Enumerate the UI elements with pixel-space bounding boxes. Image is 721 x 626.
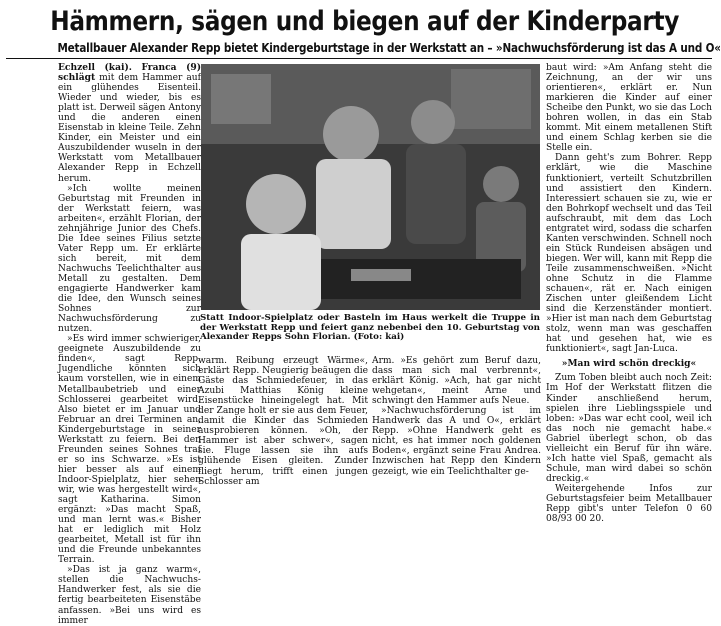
article-column-2 bbox=[198, 356, 368, 495]
column1-paragraph-3: »Das ist ja ganz warm«, stellen die Nachwuchs-Handwerker fest, als sie die fertig bearbeiteten Eisenstäbe anfassen. »Bei uns wird es immer bbox=[58, 565, 201, 626]
workshop-photo-illustration bbox=[201, 64, 540, 310]
column1-paragraph-2: »Es wird immer schwieriger, geeignete Auszubildende zu finden«, sagt Repp. Jugendliche könnten sich kaum vorstellen, wie in einem Metallbaubetrieb und einer Schlosserei gearbeitet wird. Also bietet er im Januar und Februar an drei Terminen an, Kindergeburtstage in seiner Werkstatt zu feiern. Bei den Freunden seines Sohnes traf er so ins Schwarze. »Es ist hier besser als auf einem Indoor-Spielplatz, hier sehen wir, wie was hergestellt wird«, sagt Katharina. Simon ergänzt: »Das macht Spaß, und man lernt was.« Bisher hat er lediglich mit Holz gearbeitet, Metall ist für ihn und die Freunde unbekanntes Terrain. bbox=[58, 334, 201, 566]
column4-paragraph-2: Zum Toben bleibt auch noch Zeit: Im Hof der Werkstatt flitzen die Kinder anschließend herum, spielen ihre Lieblingsspiele und loben: »Das war echt cool, weil ich das noch nie gemacht habe.« Gabriel überlegt schon, ob das vielleicht ein Beruf für ihn wäre. »Ich hatte viel Spaß, gemacht als Schule, man wird dabei so schön dreckig.« bbox=[546, 373, 712, 484]
photo-caption: Statt Indoor-Spielplatz oder Basteln im Haus werkelt die Truppe in der Werkstatt Repp und feiert ganz nebenbei den 10. Geburtstag von Alexander Repps Sohn Florian. (Foto: kai) bbox=[200, 313, 540, 343]
column4-paragraph-1: Dann geht's zum Bohrer. Repp erklärt, wie die Maschine funktioniert, verteilt Schutzbrillen und assistiert den Kindern. Interessiert schauen sie zu, wie er den Bohrkopf wechselt und das Teil aufschraubt, mit dem das Loch entgratet wird, sodass die scharfen Kanten verschwinden. Schnell noch ein Stück Rundeisen absägen und biegen. Wer will, kann mit Repp die Teile zusammenschweißen. »Nicht ohne Schutz in die Flamme schauen«, rät er. Nach einigen Zischen unter gleißendem Licht sind die Kerzenständer montiert. »Hier ist man nach dem Geburtstag stolz, wenn man was geschaffen hat und gesehen hat, wie es funktioniert«, sagt Jan-Luca. bbox=[546, 153, 712, 355]
column1-paragraph-1: »Ich wollte meinen Geburtstag mit Freunden in der Werkstatt feiern, was arbeiten«, erzählt Florian, der zehnjährige Junior des Chefs. Die Idee seines Filius setzte Vater Repp um. Er erklärte sich bereit, mit dem Nachwuchs Teelichthalter aus Metall zu gestalten. Dem engagierte Handwerker kam die Idee, den Wunsch seines Sohnes zur Nachwuchsförderung zu nutzen. bbox=[58, 183, 201, 335]
dateline-intro: Echzell (kai). Franca (9) schlägt bbox=[58, 62, 201, 84]
column1-paragraph bbox=[58, 63, 201, 184]
column2-paragraph-0: warm. Reibung erzeugt Wärme«, erklärt Repp. Neugierig beäugen die Gäste das Schmiedefeuer, in das Azubi Matthias König kleine Eisenstücke hineingelegt hat. Mit der Zange holt er sie aus dem Feuer, damit die Kinder das Schmieden ausprobieren können. »Oh, der Hammer ist aber schwer«, sagen sie. Fluge lassen sie ihn aufs glühende Eisen gleiten. Zunder fliegt herum, trifft einen jungen Schlosser am bbox=[198, 356, 368, 487]
headline: Hämmern, sägen und biegen auf der Kinderparty bbox=[50, 6, 680, 37]
column1-paragraph-0: mit dem Hammer auf ein glühendes Eisenteil. Wieder und wieder, bis es platt ist. Derweil sägen Antony und die anderen einen Eisenstab in kleine Teile. Zehn Kinder, ein Meister und ein Auszubildender wuseln in der Werkstatt vom Metallbauer Alexander Repp in Echzell herum. bbox=[58, 73, 201, 184]
column3-paragraph-1: »Nachwuchsförderung ist im Handwerk das A und O«, erklärt Repp. »Ohne Handwerk geht es nicht, es hat immer noch goldenen Boden«, ergänzt seine Frau Andrea. Inzwischen hat Repp den Kindern gezeigt, wie ein Teelichthalter ge- bbox=[372, 406, 541, 477]
article-column-3 bbox=[372, 356, 541, 495]
header-rule bbox=[6, 58, 712, 59]
column4-paragraph-3: Weitergehende Infos zur Geburtstagsfeier beim Metallbauer Repp gibt's unter Telefon 0 60 08/93 00 20. bbox=[546, 483, 712, 525]
column4-subheading: »Man wird schön dreckig« bbox=[561, 358, 697, 370]
article-photo bbox=[201, 64, 540, 310]
column3-paragraph-0: Arm. »Es gehört zum Beruf dazu, dass man sich mal verbrennt«, erklärt König. »Ach, hat gar nicht wehgetan«, meint Arne und schwingt den Hammer aufs Neue. bbox=[372, 356, 541, 407]
article-column-4 bbox=[546, 63, 712, 525]
article-column-1 bbox=[58, 62, 201, 626]
subheadline: Metallbauer Alexander Repp bietet Kindergeburtstage in der Werkstatt an – »Nachwuchsförderung ist das A und O« bbox=[57, 40, 721, 55]
column4-paragraph-0: baut wird: »Am Anfang steht die Zeichnung, an der wir uns orientieren«, erklärt er. Nun markieren die Kinder auf einer Scheibe den Punkt, wo sie das Loch bohren wollen, in das ein Stab kommt. Mit einem metallenen Stift und einem Schlag kerben sie die Stelle ein. bbox=[546, 63, 712, 154]
